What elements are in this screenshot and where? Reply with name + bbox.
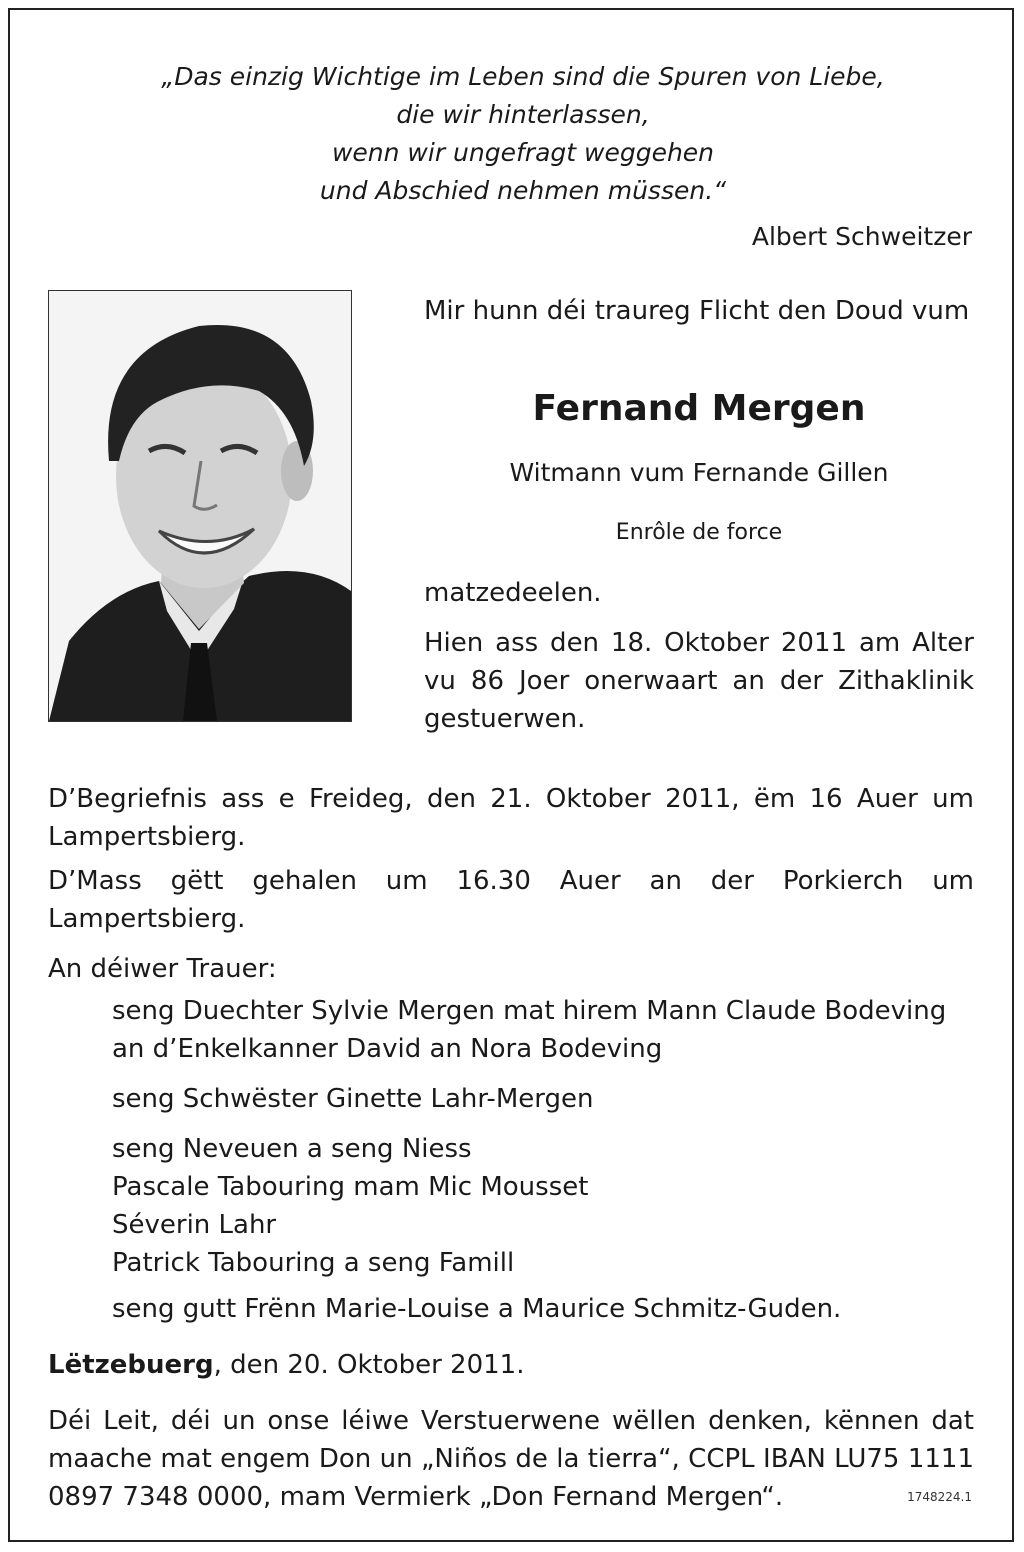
status-note: Enrôle de force bbox=[615, 520, 783, 545]
portrait-photo bbox=[48, 290, 352, 722]
mourner-line: an d’Enkelkanner David an Nora Bodeving bbox=[112, 1034, 663, 1064]
mourner-line: seng Schwëster Ginette Lahr-Mergen bbox=[112, 1084, 594, 1114]
mourner-group bbox=[112, 1130, 974, 1282]
mourner-line: Séverin Lahr bbox=[112, 1210, 277, 1240]
dateline bbox=[48, 1350, 525, 1380]
mourners-label: An déiwer Trauer: bbox=[48, 954, 277, 984]
dateline-place: Lëtzebuerg bbox=[48, 1350, 214, 1380]
death-details: Hien ass den 18. Oktober 2011 am Alter vu 86 Joer onerwaart an der Zithaklinik gestuerwen. bbox=[424, 628, 974, 734]
mourner-line: Pascale Tabouring mam Mic Mousset bbox=[112, 1172, 589, 1202]
dateline-date: , den 20. Oktober 2011. bbox=[213, 1350, 525, 1380]
mourner-group bbox=[112, 1080, 974, 1118]
donation-text: Déi Leit, déi un onse léiwe Verstuerwene wëllen denken, kënnen dat maache mat engem Don un „Niños de la tierra“, CCPL IBAN LU75 1111 0897 7348 0000, mam Vermierk „Don Fernand Mergen“. bbox=[48, 1406, 974, 1512]
quote-author: Albert Schweitzer bbox=[751, 222, 972, 251]
shared-text: matzedeelen. bbox=[424, 578, 602, 608]
obituary-notice bbox=[8, 8, 1014, 1542]
mass-details: D’Mass gëtt gehalen um 16.30 Auer an der Porkierch um Lampertsbierg. bbox=[48, 866, 974, 934]
mourner-group bbox=[112, 992, 974, 1068]
deceased-name: Fernand Mergen bbox=[532, 388, 866, 429]
intro-text: Mir hunn déi traureg Flicht den Doud vum bbox=[424, 296, 970, 326]
funeral-details: D’Begriefnis ass e Freideg, den 21. Oktober 2011, ëm 16 Auer um Lampertsbierg. bbox=[48, 784, 974, 852]
quote-line: wenn wir ungefragt weggehen bbox=[331, 138, 715, 167]
quote-line: und Abschied nehmen müssen.“ bbox=[319, 176, 727, 205]
quote-line: die wir hinterlassen, bbox=[396, 100, 650, 129]
mourner-line: seng Neveuen a seng Niess bbox=[112, 1134, 472, 1164]
mourner-line: seng gutt Frënn Marie-Louise a Maurice Schmitz-Guden. bbox=[112, 1294, 842, 1324]
reference-number: 1748224.1 bbox=[907, 1490, 972, 1504]
mourner-group bbox=[112, 1290, 974, 1328]
quote-line: „Das einzig Wichtige im Leben sind die Spuren von Liebe, bbox=[161, 62, 885, 91]
mourner-line: Patrick Tabouring a seng Famill bbox=[112, 1248, 515, 1278]
quote bbox=[50, 58, 996, 210]
mourner-line: seng Duechter Sylvie Mergen mat hirem Mann Claude Bodeving bbox=[112, 996, 947, 1026]
widower-of: Witmann vum Fernande Gillen bbox=[509, 458, 889, 487]
